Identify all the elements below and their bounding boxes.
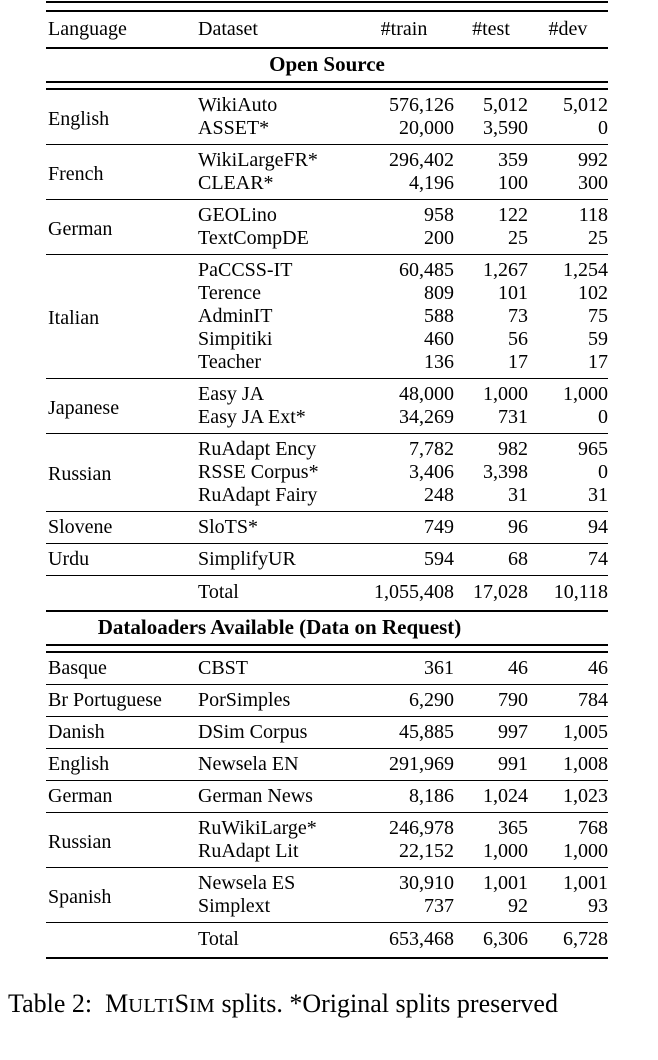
language-cell: Br Portuguese: [46, 685, 196, 717]
table-row: [46, 434, 608, 462]
dataset-cell: CLEAR*: [198, 172, 274, 194]
dataset-cell: RuAdapt Lit: [198, 840, 299, 862]
dataset-cell: DSim Corpus: [196, 717, 354, 749]
language-cell: Basque: [46, 652, 196, 685]
test-cell: 731: [498, 406, 528, 428]
dataset-cell: GEOLino: [196, 200, 354, 228]
dev-cell: 59: [588, 328, 608, 350]
test-cell: 1,024: [454, 781, 528, 813]
train-cell: 749: [354, 512, 454, 544]
train-cell: 20,000: [399, 117, 454, 139]
train-cell: 3,406: [409, 461, 454, 483]
dataset-cell: PaCCSS-IT: [196, 255, 354, 283]
train-cell: 4,196: [409, 172, 454, 194]
dev-cell: 1,005: [528, 717, 608, 749]
column-header-language: Language: [46, 11, 196, 48]
dev-cell: 0: [598, 117, 608, 139]
dev-cell: 25: [588, 227, 608, 249]
language-cell: Japanese: [46, 379, 196, 434]
table-row: [46, 685, 608, 717]
language-cell: English: [46, 89, 196, 145]
dataset-cell: RuWikiLarge*: [196, 813, 354, 841]
total-dev: 6,728: [528, 923, 608, 959]
language-cell: French: [46, 145, 196, 200]
dev-cell: 1,254: [528, 255, 608, 283]
column-header-train: #train: [354, 11, 454, 48]
test-cell: 68: [454, 544, 528, 576]
total-label: Total: [196, 576, 354, 612]
train-cell: 460: [424, 328, 454, 350]
dev-cell: 17: [588, 351, 608, 373]
double-rule-line: [46, 645, 608, 652]
dataset-cell: Newsela EN: [196, 749, 354, 781]
dev-cell: 74: [528, 544, 608, 576]
table-caption: [8, 989, 658, 1019]
train-cell: 136: [424, 351, 454, 373]
section-header-row: [46, 611, 608, 645]
column-header-dataset: Dataset: [196, 11, 354, 48]
test-cell: 5,012: [454, 89, 528, 117]
dataset-cell: Simplext: [198, 895, 271, 917]
dataset-cell: SimplifyUR: [196, 544, 354, 576]
table-row: [46, 544, 608, 576]
dev-cell: 94: [528, 512, 608, 544]
train-cell: 7,782: [354, 434, 454, 462]
caption-suffix: splits. *Original splits preserved: [214, 989, 558, 1018]
test-cell: 1,000: [483, 840, 528, 862]
train-cell: 6,290: [354, 685, 454, 717]
dataset-cell: Easy JA: [196, 379, 354, 407]
test-cell: 359: [454, 145, 528, 173]
double-rule: [46, 645, 608, 652]
table-row: [46, 868, 608, 896]
caption-brand-part: M: [105, 989, 129, 1018]
language-cell: Russian: [46, 813, 196, 868]
dataset-cell: SloTS*: [196, 512, 354, 544]
section-title: Dataloaders Available (Data on Request): [97, 615, 462, 639]
train-cell: 361: [354, 652, 454, 685]
table-row: [46, 781, 608, 813]
dataset-cell: AdminIT: [198, 305, 273, 327]
test-cell: 100: [498, 172, 528, 194]
test-cell: 3,590: [483, 117, 528, 139]
train-cell: 30,910: [354, 868, 454, 896]
train-cell: 45,885: [354, 717, 454, 749]
splits-table: [46, 1, 608, 959]
total-train: 1,055,408: [354, 576, 454, 612]
table-row: [46, 379, 608, 407]
train-cell: 588: [424, 305, 454, 327]
top-double-rule-line: [46, 2, 608, 11]
test-cell: 3,398: [483, 461, 528, 483]
train-cell: 22,152: [399, 840, 454, 862]
dev-cell: 31: [588, 484, 608, 506]
train-cell: 576,126: [354, 89, 454, 117]
total-row: [46, 576, 608, 612]
dev-cell: 46: [528, 652, 608, 685]
dev-cell: 768: [528, 813, 608, 841]
column-header-dev: #dev: [528, 11, 608, 48]
section-title: Open Source: [269, 52, 385, 76]
dev-cell: 1,000: [563, 840, 608, 862]
table-row: [46, 512, 608, 544]
train-cell: 737: [424, 895, 454, 917]
test-cell: 1,001: [454, 868, 528, 896]
caption-prefix: Table 2:: [8, 989, 93, 1018]
total-train: 653,468: [354, 923, 454, 959]
dev-cell: 1,008: [528, 749, 608, 781]
language-cell: [46, 576, 196, 612]
test-cell: 101: [498, 282, 528, 304]
table-row: [46, 255, 608, 283]
language-cell: German: [46, 781, 196, 813]
test-cell: 982: [454, 434, 528, 462]
train-cell: 60,485: [354, 255, 454, 283]
train-cell: 958: [354, 200, 454, 228]
train-cell: 594: [354, 544, 454, 576]
train-cell: 8,186: [354, 781, 454, 813]
test-cell: 991: [454, 749, 528, 781]
train-cell: 246,978: [354, 813, 454, 841]
total-label: Total: [196, 923, 354, 959]
dev-cell: 784: [528, 685, 608, 717]
dev-cell: 93: [588, 895, 608, 917]
double-rule: [46, 82, 608, 89]
dataset-cell: TextCompDE: [198, 227, 309, 249]
dev-cell: 5,012: [528, 89, 608, 117]
caption-brand-part: IM: [189, 995, 215, 1017]
language-cell: [46, 923, 196, 959]
total-test: 6,306: [454, 923, 528, 959]
train-cell: 200: [424, 227, 454, 249]
double-rule-line: [46, 82, 608, 89]
caption-brand-part: ULTI: [128, 995, 175, 1017]
language-cell: Slovene: [46, 512, 196, 544]
train-cell: 248: [424, 484, 454, 506]
caption-brand-part: S: [174, 989, 190, 1018]
test-cell: 46: [454, 652, 528, 685]
dataset-cell: Easy JA Ext*: [198, 406, 306, 428]
dataset-cell: Terence: [198, 282, 261, 304]
table-row: [46, 813, 608, 841]
dataset-cell: Newsela ES: [196, 868, 354, 896]
table-row: [46, 145, 608, 173]
dataset-cell: German News: [196, 781, 354, 813]
total-row: [46, 923, 608, 959]
test-cell: 96: [454, 512, 528, 544]
dataset-cell: Teacher: [198, 351, 261, 373]
language-cell: English: [46, 749, 196, 781]
table-row: [46, 749, 608, 781]
dataset-cell: ASSET*: [198, 117, 270, 139]
total-test: 17,028: [454, 576, 528, 612]
table-row: [46, 89, 608, 117]
table-header-row: [46, 11, 608, 48]
dataset-cell: RSSE Corpus*: [198, 461, 319, 483]
language-cell: German: [46, 200, 196, 255]
test-cell: 997: [454, 717, 528, 749]
test-cell: 56: [508, 328, 528, 350]
dataset-cell: CBST: [196, 652, 354, 685]
dev-cell: 1,000: [528, 379, 608, 407]
dev-cell: 1,001: [528, 868, 608, 896]
column-header-test: #test: [454, 11, 528, 48]
test-cell: 92: [508, 895, 528, 917]
dev-cell: 965: [528, 434, 608, 462]
dev-cell: 0: [598, 461, 608, 483]
language-cell: Urdu: [46, 544, 196, 576]
language-cell: Danish: [46, 717, 196, 749]
caption-brand: [105, 989, 215, 1018]
train-cell: 809: [424, 282, 454, 304]
dev-cell: 102: [578, 282, 608, 304]
test-cell: 31: [508, 484, 528, 506]
test-cell: 25: [508, 227, 528, 249]
dev-cell: 992: [528, 145, 608, 173]
test-cell: 1,267: [454, 255, 528, 283]
language-cell: Russian: [46, 434, 196, 512]
table-row: [46, 652, 608, 685]
test-cell: 122: [454, 200, 528, 228]
section-header-row: [46, 48, 608, 82]
dataset-cell: WikiLargeFR*: [196, 145, 354, 173]
dev-cell: 0: [598, 406, 608, 428]
train-cell: 48,000: [354, 379, 454, 407]
dataset-cell: WikiAuto: [196, 89, 354, 117]
test-cell: 1,000: [454, 379, 528, 407]
dataset-cell: RuAdapt Ency: [196, 434, 354, 462]
test-cell: 73: [508, 305, 528, 327]
dataset-cell: Simpitiki: [198, 328, 273, 350]
top-double-rule: [46, 2, 608, 11]
test-cell: 365: [454, 813, 528, 841]
dataset-cell: RuAdapt Fairy: [198, 484, 318, 506]
train-cell: 291,969: [354, 749, 454, 781]
table-row: [46, 717, 608, 749]
dev-cell: 118: [528, 200, 608, 228]
test-cell: 790: [454, 685, 528, 717]
dev-cell: 1,023: [528, 781, 608, 813]
dataset-cell: PorSimples: [196, 685, 354, 717]
train-cell: 296,402: [354, 145, 454, 173]
test-cell: 17: [508, 351, 528, 373]
table-row: [46, 200, 608, 228]
language-cell: Italian: [46, 255, 196, 379]
dev-cell: 300: [578, 172, 608, 194]
language-cell: Spanish: [46, 868, 196, 923]
dev-cell: 75: [588, 305, 608, 327]
train-cell: 34,269: [399, 406, 454, 428]
total-dev: 10,118: [528, 576, 608, 612]
